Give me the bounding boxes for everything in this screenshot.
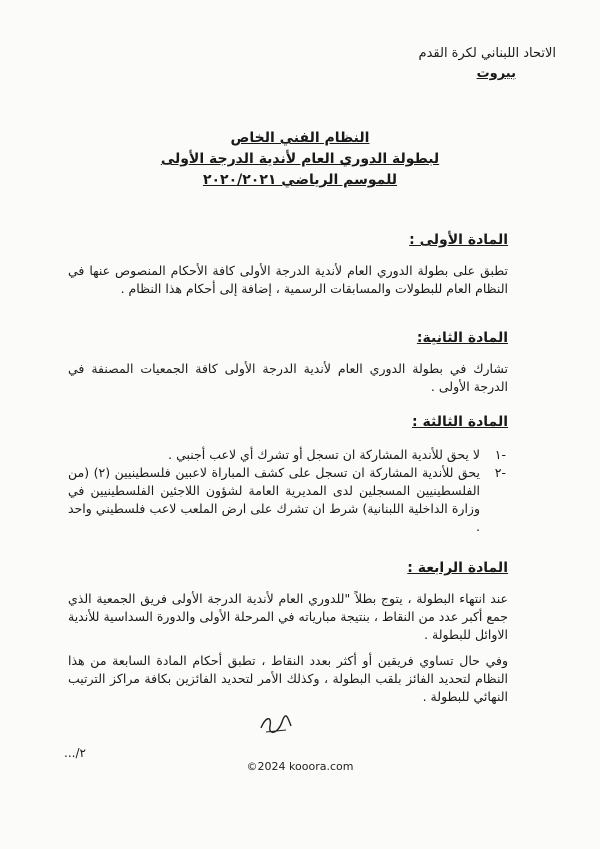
list-item-number: -١ <box>494 447 506 462</box>
list-item-text: لا يحق للأندية المشاركة ان تسجل أو تشرك أي لاعب أجنبي . <box>168 447 480 462</box>
article-3-list <box>68 446 508 536</box>
article-2-text: تشارك في بطولة الدوري العام لأندية الدرجة الأولى كافة الجمعيات المصنفة في الدرجة الأولى . <box>68 361 508 394</box>
letterhead <box>419 44 556 84</box>
article-1-text: تطبق على بطولة الدوري العام لأندية الدرجة الأولى كافة الأحكام المنصوص عنها في النظام العام للبطولات والمسابقات الرسمية ، إضافة إلى أحكام هذا النظام . <box>68 263 508 296</box>
list-item <box>68 464 508 536</box>
title-line-1: النظام الفني الخاص <box>230 130 370 146</box>
title-line-3: للموسم الرياضي ٢٠٢٠/٢٠٢١ <box>202 172 398 188</box>
article-1-heading: المادة الأولى : <box>409 232 508 248</box>
list-item <box>68 446 508 464</box>
article-4-heading: المادة الرابعة : <box>407 560 508 576</box>
org-name: الاتحاد اللبناني لكرة القدم <box>418 46 556 61</box>
title-line-2: لبطولة الدوري العام لأندية الدرجة الأولى <box>160 151 440 167</box>
article-3-heading: المادة الثالثة : <box>412 414 508 430</box>
list-item-text: يحق للأندية المشاركة ان تسجل على كشف المباراة لاعبين فلسطينيين (٢) (من الفلسطينيين المسجلين لدى المديرية العامة لشؤون اللاجئين الفلسطينيين في وزارة الداخلية اللبنانية) شرط ان تشرك على ارض الملعب لاعب فلسطيني واحد . <box>68 465 480 534</box>
article-4-text-2: وفي حال تساوي فريقين أو أكثر بعدد النقاط ، تطبق أحكام المادة السابعة من هذا النظام لتحديد الفائز بلقب البطولة ، وكذلك الأمر لتحديد الفائزين بكافة مراكز الترتيب النهائي للبطولة . <box>68 653 508 704</box>
article-4-text-1: عند انتهاء البطولة ، يتوج بطلاً "للدوري العام لأندية الدرجة الأولى فريق الجمعية الذي جمع أكبر عدد من النقاط ، بنتيجة مبارياته في المرحلة الأولى والدورة السداسية للأندية الاوائل للبطولة . <box>68 591 508 642</box>
document-title <box>0 128 600 191</box>
page-number: ٢/... <box>64 746 86 760</box>
watermark-text: ©2024 kooora.com <box>246 760 354 773</box>
signature-mark <box>258 712 294 736</box>
article-2-heading: المادة الثانية: <box>416 330 508 346</box>
list-item-number: -٢ <box>494 465 506 480</box>
org-city: بيروت <box>476 66 516 81</box>
